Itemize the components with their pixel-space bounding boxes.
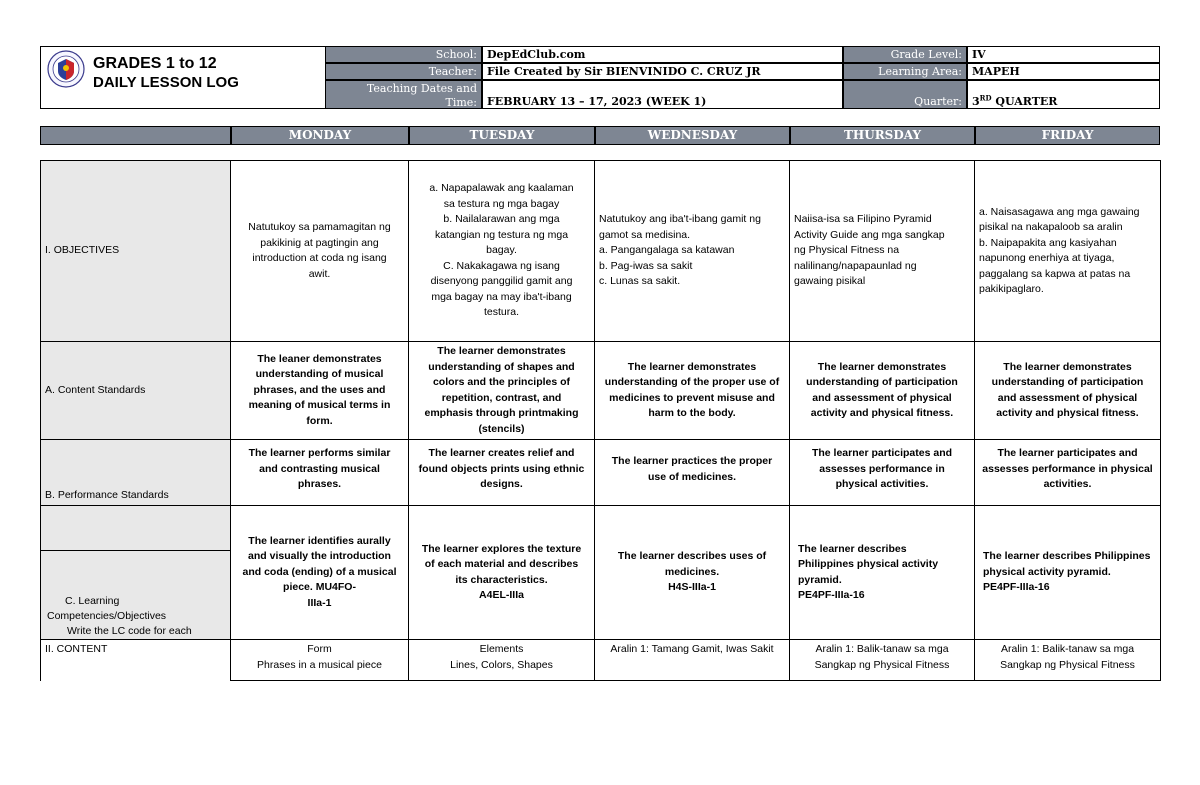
- content-tuesday: [409, 640, 595, 681]
- performance-standards-wednesday: [595, 440, 790, 506]
- competencies-label-line2: Competencies/Objectives: [47, 610, 167, 622]
- content-standards-label-cell: [41, 342, 231, 440]
- content-standards-tuesday-text: The learner demonstrates understanding of shapes and colors and the principles of repetition, contrast, and emphasis through printmaking (stencils): [424, 345, 579, 435]
- day-header-monday: MONDAY: [231, 126, 409, 145]
- day-header-friday: FRIDAY: [975, 126, 1160, 145]
- performance-standards-thursday-text: The learner participates and assesses performance in physical activities.: [811, 447, 953, 490]
- competencies-label-line1: C. Learning: [65, 595, 120, 607]
- performance-standards-label: B. Performance Standards: [45, 488, 169, 501]
- dates-value: FEBRUARY 13 – 17, 2023 (WEEK 1): [482, 80, 843, 109]
- competencies-monday-text: The learner identifies aurally and visually the introduction and coda (ending) of a musical piece. MU4FO- IIIa-1: [242, 534, 397, 609]
- objectives-label: I. OBJECTIVES: [45, 244, 120, 257]
- quarter-value: [967, 80, 1160, 109]
- content-tuesday-text: Elements Lines, Colors, Shapes: [450, 643, 553, 671]
- performance-standards-monday: [231, 440, 409, 506]
- content-wednesday: [595, 640, 790, 681]
- dates-label-line1: Teaching Dates and: [366, 82, 477, 95]
- area-label: Learning Area:: [843, 63, 967, 80]
- school-value: DepEdClub.com: [482, 46, 843, 63]
- objectives-thursday: [790, 161, 975, 342]
- content-standards-friday-text: The learner demonstrates understanding of participation and assessment of physical activity and physical fitness.: [991, 360, 1144, 419]
- title-line1: GRADES 1 to 12: [93, 55, 217, 72]
- content-standards-friday: [975, 342, 1161, 440]
- competencies-thursday-text: The learner describes Philippines physical activity pyramid. PE4PF-IIIa-16: [798, 542, 939, 601]
- grade-value: IV: [967, 46, 1160, 63]
- objectives-monday: [231, 161, 409, 342]
- content-label: II. CONTENT: [45, 643, 108, 655]
- content-standards-wednesday-text: The learner demonstrates understanding of the proper use of medicines to prevent misuse and harm to the body.: [604, 360, 780, 419]
- performance-standards-tuesday: [409, 440, 595, 506]
- objectives-friday-text: a. Naisasagawa ang mga gawaing pisikal na nakapaloob sa aralin b. Naipapakita ang kasiyahan napunong enerhiya at tiyaga, paggalang sa kapwa at patas na pakikipaglaro.: [979, 205, 1140, 295]
- content-wednesday-text: Aralin 1: Tamang Gamit, Iwas Sakit: [610, 643, 774, 655]
- content-monday-text: Form Phrases in a musical piece: [257, 643, 382, 671]
- competencies-monday: [231, 506, 409, 640]
- content-standards-tuesday: [409, 342, 595, 440]
- competencies-label-cell: [41, 551, 231, 640]
- day-header-blank: [40, 126, 231, 145]
- performance-standards-friday: [975, 440, 1161, 506]
- objectives-thursday-text: Naiisa-isa sa Filipino Pyramid Activity Guide ang mga sangkap ng Physical Fitness na nalilinang/napapaunlad ng gawaing pisikal: [794, 213, 945, 288]
- content-standards-wednesday: [595, 342, 790, 440]
- day-header-wednesday: WEDNESDAY: [595, 126, 790, 145]
- content-standards-monday-text: The leaner demonstrates understanding of musical phrases, and the uses and meaning of musical terms in form.: [248, 352, 391, 427]
- objectives-friday: [975, 161, 1161, 342]
- content-standards-thursday: [790, 342, 975, 440]
- content-thursday: [790, 640, 975, 681]
- competencies-thursday: [790, 506, 975, 640]
- quarter-suffix: RD: [979, 93, 992, 103]
- performance-standards-tuesday-text: The learner creates relief and found objects prints using ethnic designs.: [418, 447, 585, 490]
- content-friday-text: Aralin 1: Balik-tanaw sa mga Sangkap ng Physical Fitness: [1000, 643, 1135, 671]
- objectives-monday-text: Natutukoy sa pamamagitan ng pakikinig at pagtingin ang introduction at coda ng isang awit.: [248, 221, 391, 280]
- content-label-cell: [41, 640, 231, 681]
- content-standards-monday: [231, 342, 409, 440]
- competencies-label-line3: Write the LC code for each: [67, 625, 192, 637]
- dates-label-line2: Time:: [445, 96, 477, 109]
- competencies-friday: [975, 506, 1161, 640]
- content-standards-label: A. Content Standards: [45, 383, 146, 396]
- competencies-friday-text: The learner describes Philippines physical activity pyramid. PE4PF-IIIa-16: [983, 550, 1151, 594]
- content-monday: [231, 640, 409, 681]
- objectives-label-cell: [41, 161, 231, 342]
- competencies-wednesday-text: The learner describes uses of medicines. H4S-IIIa-1: [617, 550, 767, 594]
- performance-standards-wednesday-text: The learner practices the proper use of medicines.: [611, 455, 773, 483]
- quarter-label: Quarter:: [843, 80, 967, 109]
- competencies-label-top-cell: [41, 506, 231, 551]
- content-standards-thursday-text: The learner demonstrates understanding of participation and assessment of physical activity and physical fitness.: [806, 360, 958, 419]
- quarter-number: 3: [972, 95, 980, 108]
- performance-standards-thursday: [790, 440, 975, 506]
- content-friday: [975, 640, 1161, 681]
- deped-seal-icon: [47, 50, 85, 88]
- teacher-label: Teacher:: [325, 63, 482, 80]
- content-thursday-text: Aralin 1: Balik-tanaw sa mga Sangkap ng Physical Fitness: [814, 643, 950, 671]
- title-line2: DAILY LESSON LOG: [93, 74, 239, 91]
- school-label: School:: [325, 46, 482, 63]
- grade-label: Grade Level:: [843, 46, 967, 63]
- performance-standards-label-cell: [41, 440, 231, 506]
- competencies-tuesday-text: The learner explores the texture of each material and describes its characteristics. A4EL-IIIa: [421, 542, 582, 601]
- day-header-tuesday: TUESDAY: [409, 126, 595, 145]
- dates-label: [325, 80, 482, 109]
- teacher-value: File Created by Sir BIENVINIDO C. CRUZ JR: [482, 63, 843, 80]
- objectives-tuesday-text: a. Napapalawak ang kaalaman sa testura ng mga bagay b. Nailalarawan ang mga katangian ng testura ng mga bagay. C. Nakakagawa ng isang disenyong panggilid gamit ang mga bagay na may iba't-ibang testura.: [429, 182, 574, 319]
- competencies-tuesday: [409, 506, 595, 640]
- competencies-wednesday: [595, 506, 790, 640]
- performance-standards-friday-text: The learner participates and assesses performance in physical activities.: [982, 447, 1153, 490]
- quarter-text: QUARTER: [991, 95, 1058, 108]
- objectives-wednesday-text: Natutukoy ang iba't-ibang gamit ng gamot sa medisina. a. Pangangalaga sa katawan b. Pag-iwas sa sakit c. Lunas sa sakit.: [599, 213, 761, 288]
- objectives-wednesday: [595, 161, 790, 342]
- day-header-thursday: THURSDAY: [790, 126, 975, 145]
- objectives-tuesday: [409, 161, 595, 342]
- performance-standards-monday-text: The learner performs similar and contrasting musical phrases.: [248, 447, 391, 490]
- area-value: MAPEH: [967, 63, 1160, 80]
